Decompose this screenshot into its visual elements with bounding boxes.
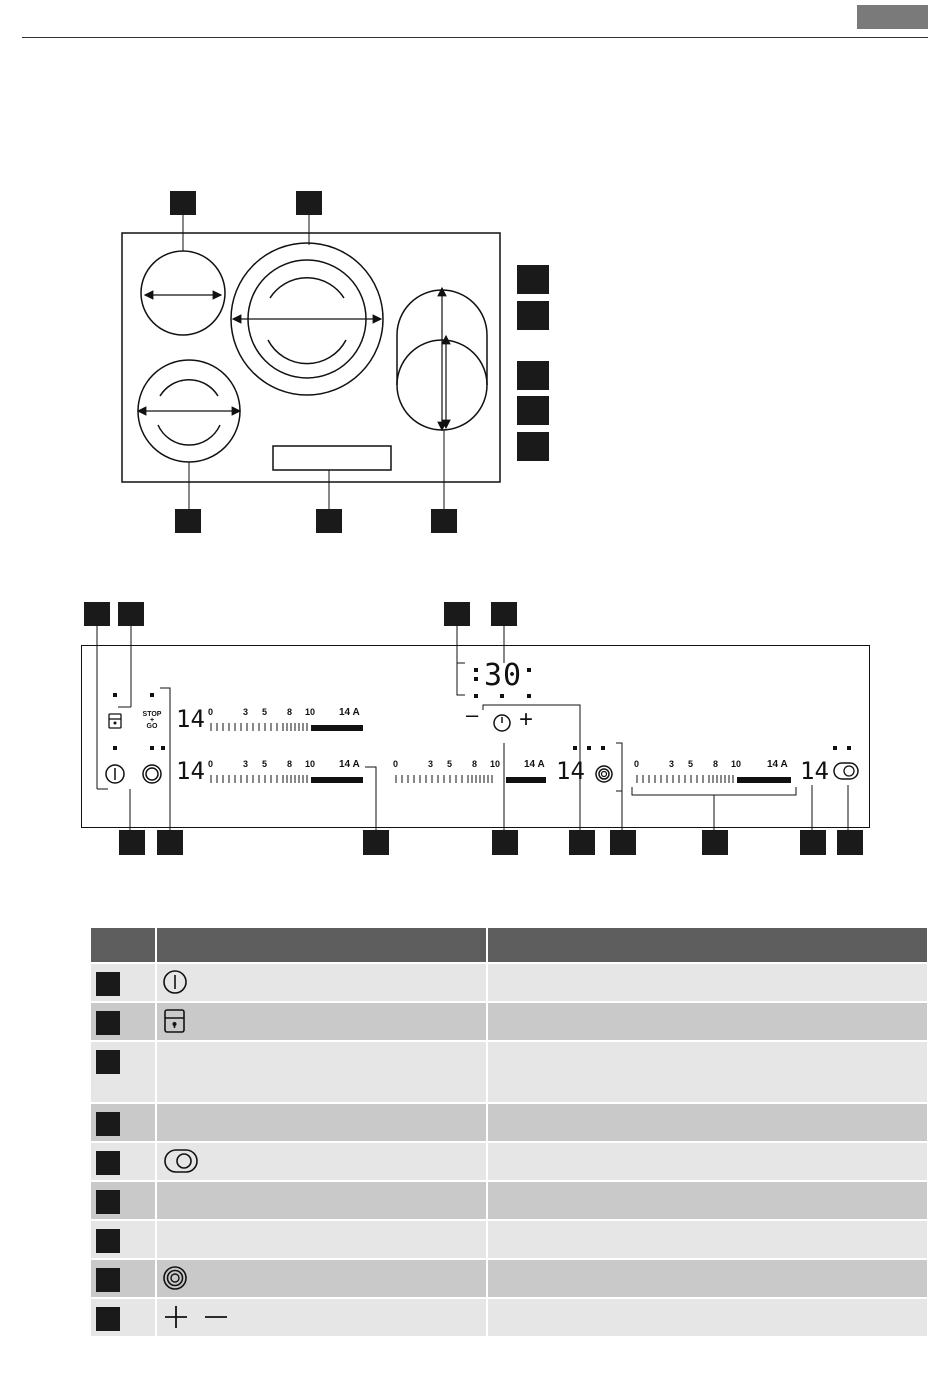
callout-square: [119, 830, 145, 855]
callout-square: [837, 830, 863, 855]
legend-header-symbol: [155, 928, 486, 962]
row-number-square: [96, 1190, 120, 1214]
callout-square: [363, 830, 389, 855]
table-row: [91, 1260, 927, 1297]
legend-header-description: [486, 928, 927, 962]
row-description: [486, 1221, 927, 1258]
scale-ticks: [207, 719, 367, 733]
timer-display: 30: [484, 658, 523, 693]
callout-square: [800, 830, 826, 855]
zone-button-icon[interactable]: [141, 763, 163, 785]
table-row: [91, 1104, 927, 1141]
callout-square: [431, 509, 457, 533]
callout-square: [170, 191, 196, 215]
callout-square: [517, 301, 549, 330]
row-number-square: [96, 1229, 120, 1253]
legend-header-number: [91, 928, 155, 962]
stop-go-button[interactable]: [141, 712, 163, 730]
cooking-zone-front-left-small: [141, 251, 225, 335]
row-description: [486, 1104, 927, 1141]
table-row: [91, 1299, 927, 1336]
dual-zone-icon: [163, 1148, 199, 1174]
plus-minus-icon: [163, 1304, 233, 1330]
stop-label: STOP: [142, 711, 162, 718]
row-description: [486, 1143, 927, 1180]
power-display: 14: [800, 757, 829, 785]
callout-square: [517, 361, 549, 390]
row-number-square: [96, 972, 120, 996]
table-row: [91, 1143, 927, 1180]
header-tab: [857, 5, 928, 29]
dual-zone-icon[interactable]: [833, 761, 859, 781]
row-number-square: [96, 1112, 120, 1136]
row-description: [486, 964, 927, 1001]
callout-square: [157, 830, 183, 855]
callout-square: [296, 191, 322, 215]
power-scale[interactable]: 0 3 5 8 10 14 A: [392, 759, 552, 785]
row-description: [486, 1042, 927, 1102]
table-row: [91, 1221, 927, 1258]
power-display: 14: [556, 757, 585, 785]
minus-icon[interactable]: –: [466, 702, 479, 727]
legend-table: [91, 926, 927, 1338]
timer-icon[interactable]: [492, 713, 512, 733]
row-description: [486, 1182, 927, 1219]
callout-square: [610, 830, 636, 855]
control-panel-diagram: [0, 595, 950, 865]
callout-square: [569, 830, 595, 855]
lock-icon[interactable]: [108, 713, 122, 729]
power-scale[interactable]: 0 3 5 8 10 14 A: [207, 707, 367, 733]
row-number-square: [96, 1307, 120, 1331]
on-off-icon: [161, 968, 189, 996]
circle-zone-icon[interactable]: [593, 763, 615, 785]
power-scale[interactable]: 0 3 5 8 10 14 A: [633, 759, 795, 785]
on-off-icon[interactable]: [104, 763, 126, 785]
indicator-dots: [0, 595, 950, 865]
row-number-square: [96, 1268, 120, 1292]
row-number-square: [96, 1011, 120, 1035]
callout-square: [517, 265, 549, 294]
table-row: [91, 1042, 927, 1102]
lock-icon: [163, 1008, 187, 1034]
hob-diagram: [0, 180, 560, 540]
circle-zone-icon: [161, 1264, 189, 1292]
row-number-square: [96, 1151, 120, 1175]
power-display: 14: [176, 757, 205, 785]
row-number-square: [96, 1050, 120, 1074]
go-label: GO: [146, 723, 158, 730]
scale-ticks: [633, 771, 795, 785]
header-rule: [22, 37, 928, 38]
table-row: [91, 964, 927, 1001]
scale-ticks: [207, 771, 367, 785]
hob-outline: [122, 233, 500, 482]
callout-square: [517, 396, 549, 425]
row-description: [486, 1003, 927, 1040]
callout-square: [517, 432, 549, 461]
table-row: [91, 1182, 927, 1219]
power-display: 14: [176, 705, 205, 733]
row-description: [486, 1260, 927, 1297]
row-description: [486, 1299, 927, 1336]
legend-header-row: [91, 928, 927, 962]
scale-ticks: [392, 771, 552, 785]
plus-icon[interactable]: +: [519, 706, 534, 733]
callout-square: [702, 830, 728, 855]
callout-square: [175, 509, 201, 533]
callout-square: [316, 509, 342, 533]
control-panel-outline: [273, 446, 391, 470]
stop-go-plus: +: [149, 717, 155, 724]
table-row: [91, 1003, 927, 1040]
callout-square: [492, 830, 518, 855]
power-scale[interactable]: 0 3 5 8 10 14 A: [207, 759, 367, 785]
